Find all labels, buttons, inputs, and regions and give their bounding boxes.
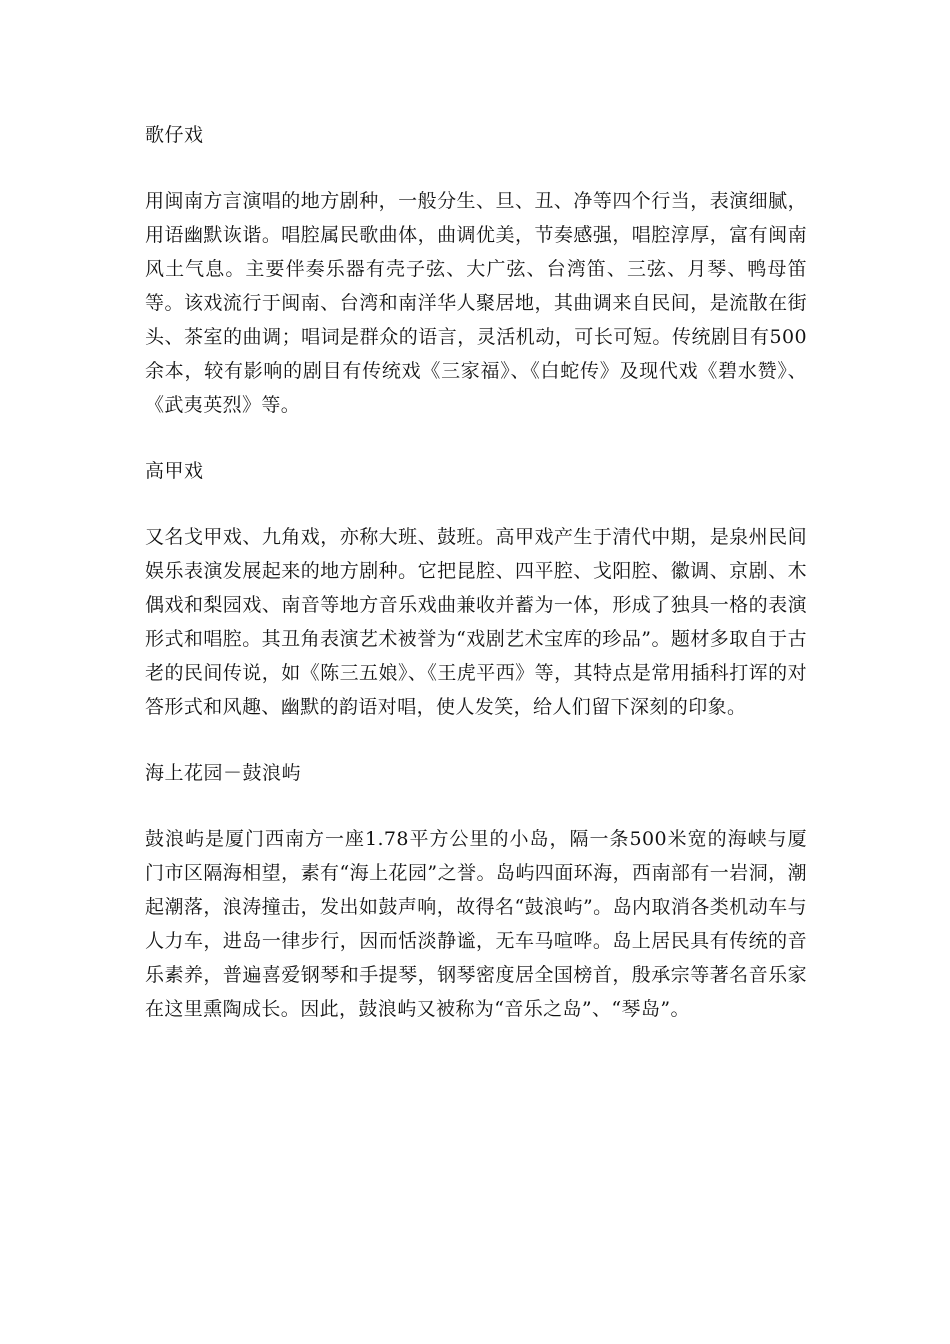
section-heading-gezaixi: 歌仔戏 [145, 124, 204, 146]
spacer [145, 790, 807, 822]
spacer [145, 152, 807, 184]
spacer [145, 724, 807, 756]
section-body-gaojiaxi: 又名戈甲戏、九角戏，亦称大班、鼓班。高甲戏产生于清代中期，是泉州民间娱乐表演发展起来的地方剧种。它把昆腔、四平腔、戈阳腔、徽调、京剧、木偶戏和梨园戏、南音等地方音乐戏曲兼收并蓄为一体，形成了独具一格的表演形式和唱腔。其丑角表演艺术被誉为“戏剧艺术宝库的珍品”。题材多取自于古老的民间传说，如《陈三五娘》、《王虎平西》等，其特点是常用插科打诨的对答形式和风趣、幽默的韵语对唱，使人发笑，给人们留下深刻的印象。 [145, 526, 807, 718]
section-body-gulangyu: 鼓浪屿是厦门西南方一座1.78平方公里的小岛，隔一条500米宽的海峡与厦门市区隔海相望，素有“海上花园”之誉。岛屿四面环海，西南部有一岩洞，潮起潮落，浪涛撞击，发出如鼓声响，故得名“鼓浪屿”。岛内取消各类机动车与人力车，进岛一律步行，因而恬淡静谧，无车马喧哗。岛上居民具有传统的音乐素养，普遍喜爱钢琴和手提琴，钢琴密度居全国榜首，殷承宗等著名音乐家在这里熏陶成长。因此，鼓浪屿又被称为“音乐之岛”、“琴岛”。 [145, 828, 807, 1020]
section-heading-gulangyu: 海上花园－鼓浪屿 [145, 762, 302, 784]
section-body-gezaixi: 用闽南方言演唱的地方剧种，一般分生、旦、丑、净等四个行当，表演细腻，用语幽默诙谐。唱腔属民歌曲体，曲调优美，节奏感强，唱腔淳厚，富有闽南风土气息。主要伴奏乐器有壳子弦、大广弦、台湾笛、三弦、月琴、鸭母笛等。该戏流行于闽南、台湾和南洋华人聚居地，其曲调来自民间，是流散在街头、茶室的曲调；唱词是群众的语言，灵活机动，可长可短。传统剧目有500余本，较有影响的剧目有传统戏《三家福》、《白蛇传》及现代戏《碧水赞》、《武夷英烈》等。 [145, 190, 807, 416]
document-content [145, 118, 807, 1026]
section-heading-gaojiaxi: 高甲戏 [145, 460, 204, 482]
spacer [145, 422, 807, 454]
spacer [145, 488, 807, 520]
